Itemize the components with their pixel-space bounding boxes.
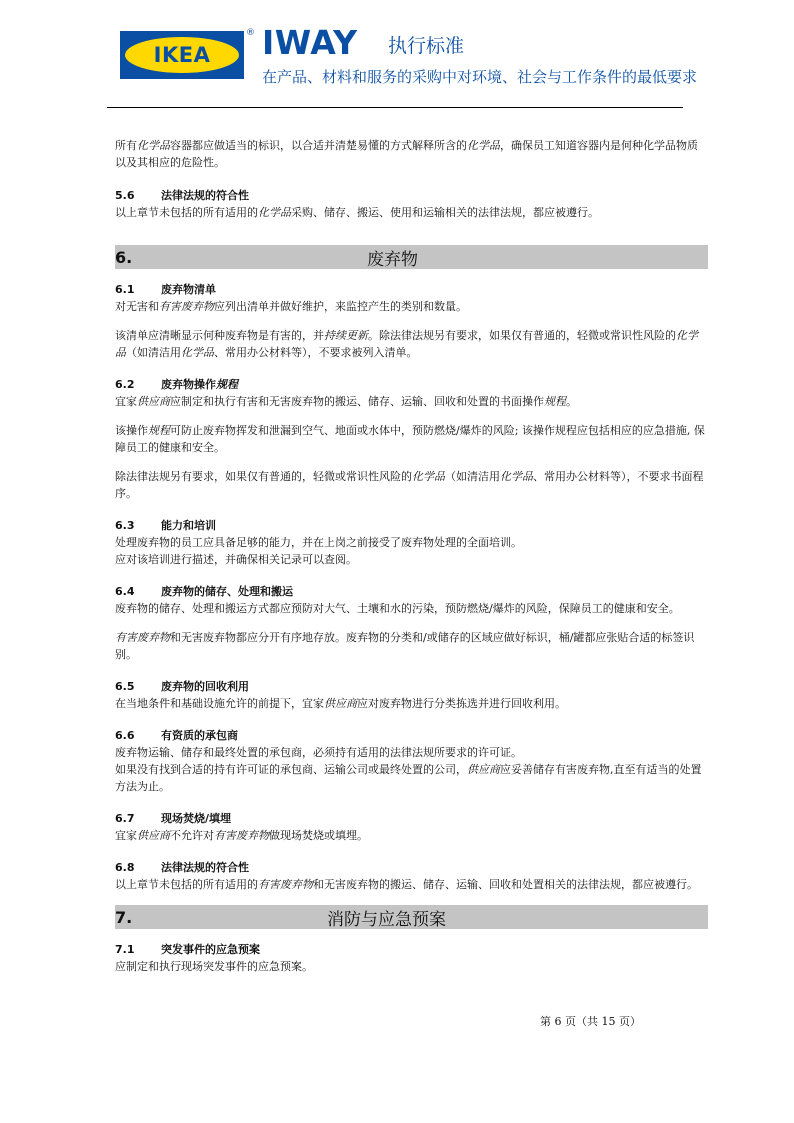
paragraph-6-7: 宜家供应商不允许对有害废弃物做现场焚烧或填埋。 bbox=[115, 829, 368, 842]
paragraph-6-1-b: 该清单应清晰显示何种废弃物是有害的，并持续更新。除法律法规另有要求，如果仅有普通的，轻微或常识性风险的化学品（如清洁用化学品、常用办公材料等），不要求被列入清单。 bbox=[115, 329, 698, 359]
chapter-title: 废弃物 bbox=[367, 249, 418, 270]
section-6-6-heading bbox=[115, 727, 708, 744]
chapter-6-heading bbox=[115, 245, 708, 269]
section-number: 5.6 bbox=[115, 189, 135, 202]
paragraph-6-6-b: 如果没有找到合适的持有许可证的承包商、运输公司或最终处置的公司，供应商应妥善储存有害废弃物,直至有适当的处置方法为止。 bbox=[115, 763, 702, 793]
section-7-1-heading bbox=[115, 941, 708, 958]
section-title: 现场焚烧/填埋 bbox=[161, 812, 232, 825]
section-title: 废弃物的储存、处理和搬运 bbox=[161, 585, 293, 598]
paragraph-6-4-b: 有害废弃物和无害废弃物都应分开有序地存放。废弃物的分类和/或储存的区域应做好标识，桶/罐都应张贴合适的标签识别。 bbox=[115, 631, 695, 661]
header-divider bbox=[107, 107, 683, 108]
chapter-7-heading bbox=[115, 905, 708, 929]
section-number: 6.5 bbox=[115, 680, 135, 693]
section-title: 废弃物操作规程 bbox=[161, 378, 238, 391]
section-number: 7.1 bbox=[115, 943, 135, 956]
paragraph-6-2-b: 该操作规程可防止废弃物挥发和泄漏到空气、地面或水体中，预防燃烧/爆炸的风险; 该操作规程应包括相应的应急措施, 保障员工的健康和安全。 bbox=[115, 424, 705, 454]
paragraph-chemical-labels: 所有化学品容器都应做适当的标识，以合适并清楚易懂的方式解释所含的化学品，确保员工知道容器内是何种化学品物质以及其相应的危险性。 bbox=[115, 139, 698, 169]
section-6-4-heading bbox=[115, 583, 708, 600]
ikea-logo bbox=[120, 31, 244, 79]
paragraph-7-1: 应制定和执行现场突发事件的应急预案。 bbox=[115, 960, 313, 973]
section-title: 有资质的承包商 bbox=[161, 729, 238, 742]
section-6-5-heading bbox=[115, 678, 708, 695]
chapter-number: 6. bbox=[115, 247, 133, 267]
section-number: 6.7 bbox=[115, 812, 135, 825]
registered-mark: ® bbox=[246, 28, 255, 38]
paragraph-6-4-a: 废弃物的储存、处理和搬运方式都应预防对大气、土壤和水的污染，预防燃烧/爆炸的风险，保障员工的健康和安全。 bbox=[115, 602, 680, 615]
chapter-title: 消防与应急预案 bbox=[327, 909, 446, 930]
section-title: 法律法规的符合性 bbox=[161, 861, 249, 874]
section-number: 6.1 bbox=[115, 283, 135, 296]
section-6-3-heading bbox=[115, 517, 708, 534]
paragraph-6-3-b: 应对该培训进行描述，并确保相关记录可以查阅。 bbox=[115, 553, 357, 566]
section-number: 6.6 bbox=[115, 729, 135, 742]
section-title: 废弃物的回收利用 bbox=[161, 680, 249, 693]
section-title: 法律法规的符合性 bbox=[161, 189, 249, 202]
paragraph-6-8: 以上章节未包括的所有适用的有害废弃物和无害废弃物的搬运、储存、运输、回收和处置相关的法律法规，都应被遵行。 bbox=[115, 878, 698, 891]
page-content bbox=[115, 137, 708, 975]
paragraph-6-6-a: 废弃物运输、储存和最终处置的承包商，必须持有适用的法律法规所要求的许可证。 bbox=[115, 746, 522, 759]
section-5-6-heading bbox=[115, 187, 708, 204]
paragraph-6-5: 在当地条件和基础设施允许的前提下，宜家供应商应对废弃物进行分类拣选并进行回收利用。 bbox=[115, 697, 566, 710]
paragraph-6-3-a: 处理废弃物的员工应具备足够的能力，并在上岗之前接受了废弃物处理的全面培训。 bbox=[115, 536, 522, 549]
document-title: 执行标准 bbox=[388, 35, 465, 57]
paragraph-6-1-a: 对无害和有害废弃物应列出清单并做好维护，来监控产生的类别和数量。 bbox=[115, 300, 467, 313]
document-subtitle: 在产品、材料和服务的采购中对环境、社会与工作条件的最低要求 bbox=[262, 68, 698, 86]
section-title: 废弃物清单 bbox=[161, 283, 216, 296]
logo-oval bbox=[125, 37, 239, 73]
section-6-7-heading bbox=[115, 810, 708, 827]
section-title: 能力和培训 bbox=[161, 519, 216, 532]
section-6-8-heading bbox=[115, 859, 708, 876]
section-number: 6.3 bbox=[115, 519, 135, 532]
section-6-1-heading bbox=[115, 281, 708, 298]
section-number: 6.4 bbox=[115, 585, 135, 598]
section-title: 突发事件的应急预案 bbox=[161, 943, 260, 956]
page-number: 第 6 页（共 15 页） bbox=[540, 1015, 641, 1028]
section-6-2-heading bbox=[115, 376, 708, 393]
section-number: 6.2 bbox=[115, 378, 135, 391]
section-number: 6.8 bbox=[115, 861, 135, 874]
paragraph-5-6: 以上章节未包括的所有适用的化学品采购、储存、搬运、使用和运输相关的法律法规，都应被遵行。 bbox=[115, 206, 599, 219]
paragraph-6-2-c: 除法律法规另有要求，如果仅有普通的，轻微或常识性风险的化学品（如清洁用化学品、常用办公材料等），不要求书面程序。 bbox=[115, 470, 704, 500]
chapter-number: 7. bbox=[115, 907, 133, 927]
brand-name: IWAY bbox=[262, 23, 358, 62]
paragraph-6-2-a: 宜家供应商应制定和执行有害和无害废弃物的搬运、储存、运输、回收和处置的书面操作规程。 bbox=[115, 395, 577, 408]
logo-text: IKEA bbox=[153, 43, 211, 67]
